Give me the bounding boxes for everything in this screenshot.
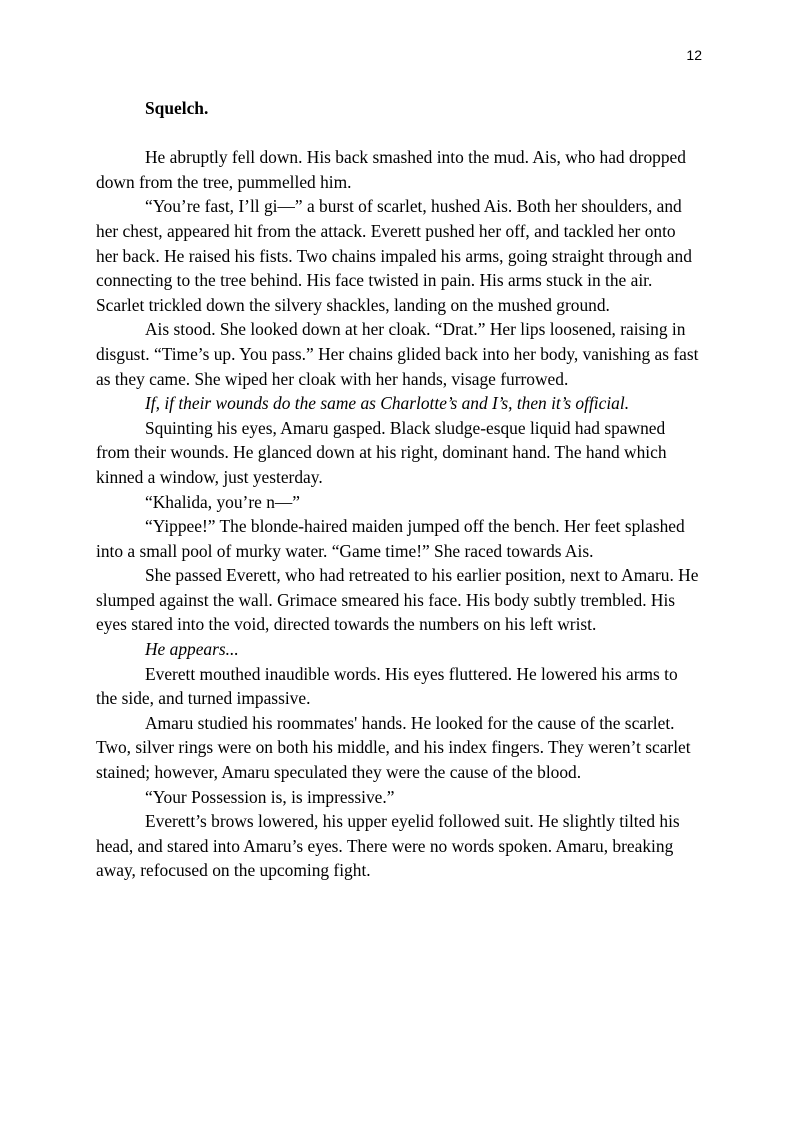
italic-text: If, if their wounds do the same as Charlotte’s and I’s, then it’s official. bbox=[145, 393, 630, 414]
paragraph: Everett mouthed inaudible words. His eyes fluttered. He lowered his arms to the side, and turned impassive. bbox=[96, 663, 678, 709]
document-body bbox=[96, 96, 702, 883]
paragraph: “Yippee!” The blonde-haired maiden jumped off the bench. Her feet splashed into a small pool of murky water. “Game time!” She raced towards Ais. bbox=[96, 516, 685, 561]
paragraph: Ais stood. She looked down at her cloak. “Drat.” Her lips loosened, raising in disgust. “Time’s up. You pass.” Her chains glided back into her body, vanishing as fast as they came. She wiped her cloak with her hands, visage furrowed. bbox=[96, 319, 699, 389]
paragraph: Everett’s brows lowered, his upper eyelid followed suit. He slightly tilted his head, and stared into Amaru’s eyes. There were no words spoken. Amaru, breaking away, refocused on the upcoming fight. bbox=[96, 811, 680, 881]
paragraph: Amaru studied his roommates' hands. He looked for the cause of the scarlet. Two, silver rings were on both his middle, and his index fingers. They weren’t scarlet stained; however, Amaru speculated they were the cause of the blood. bbox=[96, 712, 691, 783]
paragraph: Squinting his eyes, Amaru gasped. Black sludge-esque liquid had spawned from their wounds. He glanced down at his right, dominant hand. The hand which kinned a window, just yesterday. bbox=[96, 417, 667, 487]
page-number: 12 bbox=[686, 47, 702, 63]
paragraph-italic bbox=[96, 637, 702, 662]
paragraph: “You’re fast, I’ll gi—” a burst of scarlet, hushed Ais. Both her shoulders, and her chest, appeared hit from the attack. Everett pushed her off, and tackled her onto her back. He raised his fists. Two chains impaled his arms, going straight through and connecting to the tree behind. His face twisted in pain. His arms stuck in the air. Scarlet trickled down the silvery shackles, landing on the mushed ground. bbox=[96, 196, 692, 315]
paragraph: “Khalida, you’re n—” bbox=[145, 491, 301, 512]
section-heading: Squelch. bbox=[145, 98, 209, 118]
paragraph-italic bbox=[96, 391, 702, 416]
paragraph: She passed Everett, who had retreated to his earlier position, next to Amaru. He slumped against the wall. Grimace smeared his face. His body subtly trembled. His eyes stared into the void, directed towards the numbers on his left wrist. bbox=[96, 565, 699, 635]
italic-text: He appears... bbox=[145, 639, 239, 660]
paragraph: “Your Possession is, is impressive.” bbox=[145, 786, 395, 807]
paragraph: He abruptly fell down. His back smashed into the mud. Ais, who had dropped down from the tree, pummelled him. bbox=[96, 147, 686, 192]
